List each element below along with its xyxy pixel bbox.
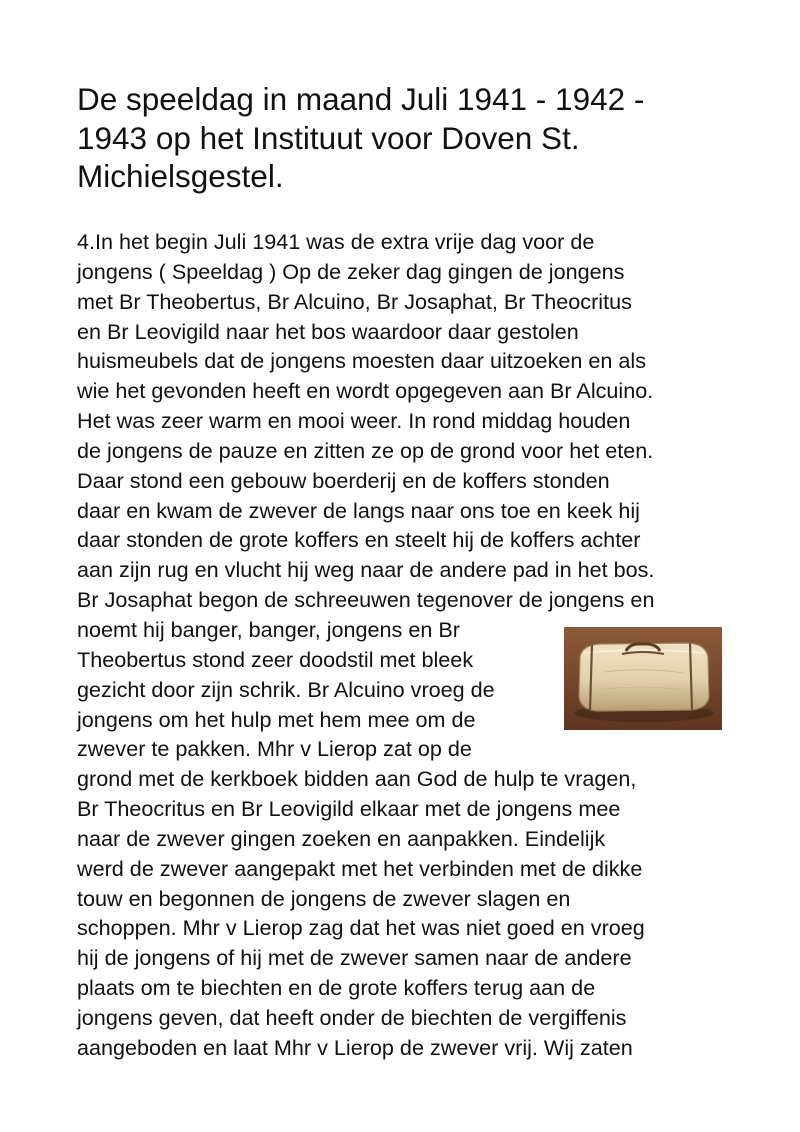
text-line: Daar stond een gebouw boerderij en de koffers stonden <box>77 467 610 493</box>
text-line: plaats om te biechten en de grote koffers terug aan de <box>77 975 596 1001</box>
suitcase-icon <box>564 627 722 730</box>
text-line: jongens ( Speeldag ) Op de zeker dag gingen de jongens <box>77 258 625 284</box>
suitcase-photo <box>564 627 722 730</box>
title-line: Michielsgestel. <box>77 158 284 194</box>
text-line: grond met de kerkboek bidden aan God de hulp te vragen, <box>77 766 637 792</box>
title-line: De speeldag in maand Juli 1941 - 1942 - <box>77 81 645 117</box>
text-line: wie het gevonden heeft en wordt opgegeven aan Br Alcuino. <box>77 378 654 404</box>
text-line: Br Josaphat begon de schreeuwen tegenover de jongens en <box>77 587 655 613</box>
text-line: gezicht door zijn schrik. Br Alcuino vroeg de <box>77 676 495 702</box>
text-line: daar stonden de grote koffers en steelt hij de koffers achter <box>77 527 641 553</box>
page-title <box>77 80 757 196</box>
text-line: touw en begonnen de jongens de zwever slagen en <box>77 885 571 911</box>
text-line: werd de zwever aangepakt met het verbinden met de dikke <box>77 855 643 881</box>
text-line: aangeboden en laat Mhr v Lierop de zwever vrij. Wij zaten <box>77 1034 633 1060</box>
text-line: de jongens de pauze en zitten ze op de grond voor het eten. <box>77 437 654 463</box>
text-line: Br Theocritus en Br Leovigild elkaar met de jongens mee <box>77 796 621 822</box>
text-line: jongens geven, dat heeft onder de biechten de vergiffenis <box>77 1004 627 1030</box>
text-line: en Br Leovigild naar het bos waardoor daar gestolen <box>77 318 579 344</box>
text-line: schoppen. Mhr v Lierop zag dat het was niet goed en vroeg <box>77 915 645 941</box>
text-line: zwever te pakken. Mhr v Lierop zat op de <box>77 736 472 762</box>
text-line: naar de zwever gingen zoeken en aanpakken. Eindelijk <box>77 825 606 851</box>
text-line: daar en kwam de zwever de langs naar ons toe en keek hij <box>77 497 640 523</box>
text-line: Theobertus stond zeer doodstil met bleek <box>77 646 474 672</box>
text-line: aan zijn rug en vlucht hij weg naar de andere pad in het bos. <box>77 557 655 583</box>
text-line: 4.In het begin Juli 1941 was de extra vrije dag voor de <box>77 229 595 254</box>
text-line: Het was zeer warm en mooi weer. In rond middag houden <box>77 408 631 434</box>
text-line: jongens om het hulp met hem mee om de <box>77 706 476 732</box>
text-line: noemt hij banger, banger, jongens en Br <box>77 616 460 642</box>
text-line: huismeubels dat de jongens moesten daar uitzoeken en als <box>77 348 647 374</box>
text-line: hij de jongens of hij met de zwever samen naar de andere <box>77 945 632 971</box>
title-line: 1943 op het Instituut voor Doven St. <box>77 119 580 156</box>
text-line: met Br Theobertus, Br Alcuino, Br Josaphat, Br Theocritus <box>77 288 632 314</box>
